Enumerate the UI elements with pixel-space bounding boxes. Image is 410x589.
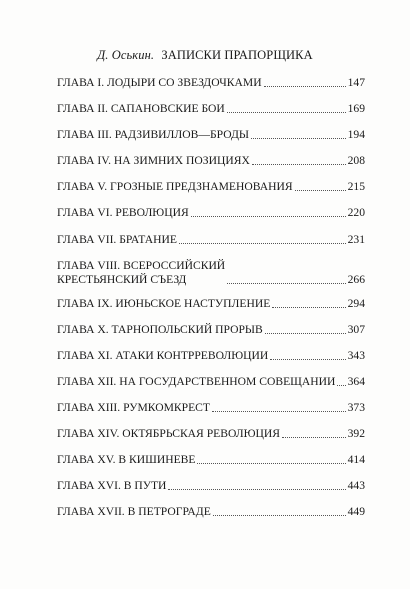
book-title: ЗАПИСКИ ПРАПОРЩИКА	[161, 48, 313, 62]
toc-entry[interactable]	[57, 202, 365, 228]
toc-entry-row	[57, 72, 365, 90]
dot-leader	[251, 138, 346, 139]
toc-entry[interactable]	[57, 176, 365, 202]
toc-entry-row	[57, 501, 365, 519]
chapter-title: ВСЕРОССИЙСКИЙ КРЕСТЬЯНСКИЙ СЪЕЗД	[57, 258, 226, 286]
page-number: 307	[347, 322, 365, 336]
toc-entry-row	[57, 229, 365, 247]
page-number: 266	[347, 272, 365, 286]
chapter-title: ТАРНОПОЛЬСКИЙ ПРОРЫВ	[111, 322, 263, 336]
toc-entry-label	[57, 323, 263, 337]
page-number: 208	[347, 154, 365, 168]
dot-leader	[191, 216, 346, 217]
toc-entry-label	[57, 427, 280, 441]
table-of-contents	[57, 72, 365, 528]
chapter-title: В КИШИНЕВЕ	[118, 453, 196, 467]
chapter-title: ИЮНЬСКОЕ НАСТУПЛЕНИЕ	[115, 296, 271, 310]
dot-leader	[168, 489, 345, 490]
toc-entry-label	[57, 128, 249, 142]
chapter-number: ГЛАВА XII.	[57, 374, 117, 388]
chapter-title: РАДЗИВИЛЛОВ—БРОДЫ	[114, 128, 250, 142]
toc-entry[interactable]	[57, 371, 365, 397]
chapter-number: ГЛАВА I.	[57, 76, 105, 89]
dot-leader	[212, 411, 346, 412]
chapter-title: ЛОДЫРИ СО ЗВЕЗДОЧКАМИ	[107, 76, 262, 89]
chapter-number: ГЛАВА XVII.	[57, 505, 125, 519]
chapter-title: В ПУТИ	[123, 479, 167, 493]
toc-entry-label	[57, 297, 270, 311]
toc-entry-row	[57, 98, 365, 116]
chapter-title: БРАТАНИЕ	[119, 232, 177, 246]
page-number: 231	[347, 232, 365, 246]
chapter-title: РЕВОЛЮЦИЯ	[115, 206, 189, 220]
toc-entry-label	[57, 375, 335, 389]
dot-leader	[270, 359, 345, 360]
toc-entry-row	[57, 423, 365, 441]
dot-leader	[295, 190, 346, 191]
chapter-number: ГЛАВА X.	[57, 322, 109, 336]
page-number: 194	[347, 128, 365, 142]
chapter-number: ГЛАВА XVI.	[57, 479, 121, 493]
chapter-number: ГЛАВА XV.	[57, 453, 116, 467]
author-name: Д. Оськин.	[97, 48, 155, 62]
page-number: 443	[347, 479, 365, 493]
dot-leader	[197, 463, 345, 464]
toc-entry-row	[57, 449, 365, 467]
toc-entry[interactable]	[57, 319, 365, 345]
dot-leader	[337, 385, 345, 386]
toc-entry-label	[57, 102, 225, 116]
toc-entry[interactable]	[57, 475, 365, 501]
page-number: 169	[347, 102, 365, 116]
chapter-number: ГЛАВА XIV.	[57, 427, 120, 441]
page-number: 147	[347, 76, 365, 89]
toc-entry-label	[57, 76, 262, 90]
toc-entry[interactable]	[57, 150, 365, 176]
dot-leader	[282, 437, 346, 438]
toc-entry[interactable]	[57, 98, 365, 124]
toc-entry-row	[57, 293, 365, 311]
chapter-title: НА ГОСУДАРСТВЕННОМ СОВЕЩАНИИ	[119, 374, 336, 388]
toc-entry[interactable]	[57, 72, 365, 98]
chapter-title: ОКТЯБРЬСКАЯ РЕВОЛЮЦИЯ	[122, 427, 281, 441]
chapter-number: ГЛАВА XIII.	[57, 401, 121, 415]
toc-entry-row	[57, 150, 365, 168]
chapter-title: В ПЕТРОГРАДЕ	[127, 505, 211, 519]
chapter-number: ГЛАВА VII.	[57, 232, 117, 246]
dot-leader	[264, 86, 346, 87]
toc-entry[interactable]	[57, 423, 365, 449]
toc-entry[interactable]	[57, 229, 365, 255]
toc-entry-label	[57, 453, 195, 467]
toc-entry[interactable]	[57, 345, 365, 371]
page-number: 373	[347, 401, 365, 415]
chapter-title: РУМКОМКРЕСТ	[123, 401, 210, 415]
chapter-number: ГЛАВА II.	[57, 102, 108, 116]
page-number: 414	[347, 453, 365, 467]
chapter-number: ГЛАВА VIII.	[57, 258, 121, 272]
toc-entry-row	[57, 176, 365, 194]
toc-entry-row	[57, 475, 365, 493]
chapter-number: ГЛАВА III.	[57, 128, 112, 142]
chapter-title: САПАНОВСКИЕ БОИ	[110, 102, 225, 116]
dot-leader	[265, 333, 346, 334]
dot-leader	[213, 515, 346, 516]
toc-entry-row	[57, 345, 365, 363]
toc-entry-label	[57, 259, 225, 287]
toc-entry-row	[57, 255, 365, 287]
toc-entry-row	[57, 124, 365, 142]
toc-entry-label	[57, 206, 189, 220]
page-number: 215	[347, 180, 365, 194]
toc-entry-label	[57, 349, 268, 363]
dot-leader	[252, 164, 346, 165]
page-number: 449	[347, 505, 365, 519]
toc-header	[0, 48, 410, 63]
chapter-number: ГЛАВА V.	[57, 180, 108, 194]
chapter-title: АТАКИ КОНТРРЕВОЛЮЦИИ	[115, 348, 269, 362]
chapter-number: ГЛАВА IV.	[57, 154, 111, 168]
toc-entry-label	[57, 479, 166, 493]
chapter-title: НА ЗИМНИХ ПОЗИЦИЯХ	[113, 154, 250, 168]
toc-entry[interactable]	[57, 501, 365, 527]
toc-entry-label	[57, 505, 211, 519]
toc-entry-row	[57, 202, 365, 220]
toc-entry[interactable]	[57, 449, 365, 475]
chapter-title: ГРОЗНЫЕ ПРЕДЗНАМЕНОВАНИЯ	[110, 180, 293, 194]
page-number: 343	[347, 348, 365, 362]
dot-leader	[227, 112, 346, 113]
page-number: 294	[347, 296, 365, 310]
toc-entry-label	[57, 180, 293, 194]
page-number: 220	[347, 206, 365, 220]
chapter-number: ГЛАВА VI.	[57, 206, 113, 220]
toc-entry[interactable]	[57, 397, 365, 423]
toc-entry[interactable]	[57, 124, 365, 150]
dot-leader	[179, 243, 346, 244]
toc-entry-row	[57, 319, 365, 337]
toc-entry-label	[57, 154, 250, 168]
toc-entry-row	[57, 371, 365, 389]
dot-leader	[272, 307, 345, 308]
toc-entry-row	[57, 397, 365, 415]
toc-entry[interactable]	[57, 293, 365, 319]
chapter-number: ГЛАВА XI.	[57, 348, 113, 362]
dot-leader	[227, 283, 345, 284]
toc-entry-label	[57, 233, 177, 247]
toc-entry[interactable]	[57, 255, 365, 293]
page-number: 392	[347, 427, 365, 441]
chapter-number: ГЛАВА IX.	[57, 296, 113, 310]
page-number: 364	[347, 374, 365, 388]
toc-entry-label	[57, 401, 210, 415]
